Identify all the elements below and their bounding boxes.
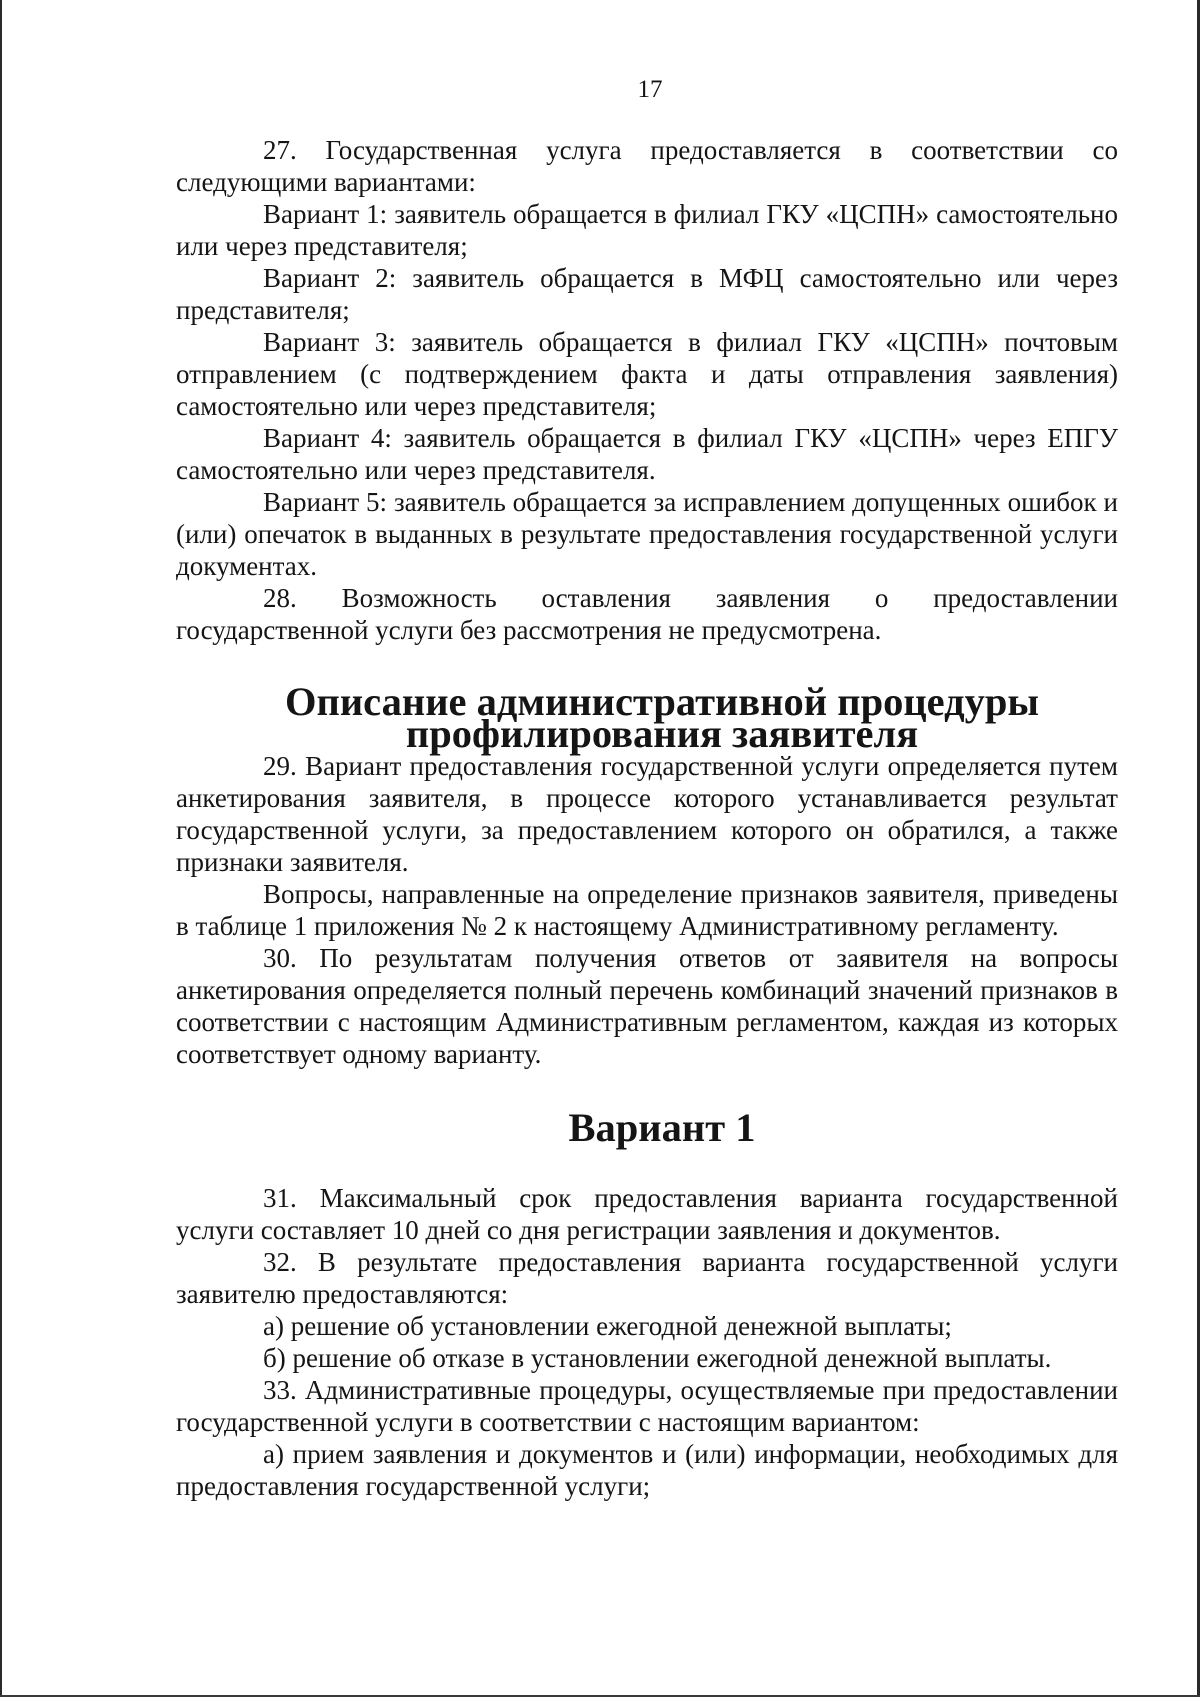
variant-5-description: Вариант 5: заявитель обращается за исправлением допущенных ошибок и (или) опечаток в выданных в результате предоставления государственной услуги документах. xyxy=(176,487,1118,581)
paragraph-32-item-a: а) решение об установлении ежегодной денежной выплаты; xyxy=(263,1311,952,1341)
scan-edge-left xyxy=(0,0,2,1697)
paragraph-29-questions: Вопросы, направленные на определение признаков заявителя, приведены в таблице 1 приложения № 2 к настоящему Административному регламенту. xyxy=(176,879,1118,941)
paragraph-29: 29. Вариант предоставления государственной услуги определяется путем анкетирования заявителя, в процессе которого устанавливается результат государственной услуги, за предоставлением которого он обратился, а также признаки заявителя. xyxy=(176,751,1118,877)
page-number: 17 xyxy=(637,76,663,103)
variant-3-description: Вариант 3: заявитель обращается в филиал ГКУ «ЦСПН» почтовым отправлением (с подтверждением факта и даты отправления заявления) самостоятельно или через представителя; xyxy=(176,327,1118,421)
heading-profiling-procedure: Описание административной процедуры профилирования заявителя xyxy=(285,679,1039,756)
paragraph-32-item-b: б) решение об отказе в установлении ежегодной денежной выплаты. xyxy=(263,1343,1052,1373)
variant-4-description: Вариант 4: заявитель обращается в филиал ГКУ «ЦСПН» через ЕПГУ самостоятельно или через представителя. xyxy=(176,423,1118,485)
heading-variant-1: Вариант 1 xyxy=(568,1105,756,1150)
paragraph-33-item-a: а) прием заявления и документов и (или) информации, необходимых для предоставления государственной услуги; xyxy=(176,1439,1118,1501)
paragraph-30: 30. По результатам получения ответов от заявителя на вопросы анкетирования определяется полный перечень комбинаций значений признаков в соответствии с настоящим Административным регламентом, каждая из которых соответствует одному варианту. xyxy=(176,943,1118,1069)
paragraph-27: 27. Государственная услуга предоставляется в соответствии со следующими вариантами: xyxy=(176,135,1118,197)
document-body xyxy=(176,134,1118,1502)
variant-1-description: Вариант 1: заявитель обращается в филиал ГКУ «ЦСПН» самостоятельно или через представителя; xyxy=(176,199,1118,261)
paragraph-31: 31. Максимальный срок предоставления варианта государственной услуги составляет 10 дней со дня регистрации заявления и документов. xyxy=(176,1183,1118,1245)
paragraph-32: 32. В результате предоставления варианта государственной услуги заявителю предоставляются: xyxy=(176,1247,1118,1309)
variant-2-description: Вариант 2: заявитель обращается в МФЦ самостоятельно или через представителя; xyxy=(176,263,1118,325)
paragraph-28: 28. Возможность оставления заявления о предоставлении государственной услуги без рассмотрения не предусмотрена. xyxy=(176,583,1118,645)
paragraph-33: 33. Административные процедуры, осуществляемые при предоставлении государственной услуги в соответствии с настоящим вариантом: xyxy=(176,1375,1118,1437)
